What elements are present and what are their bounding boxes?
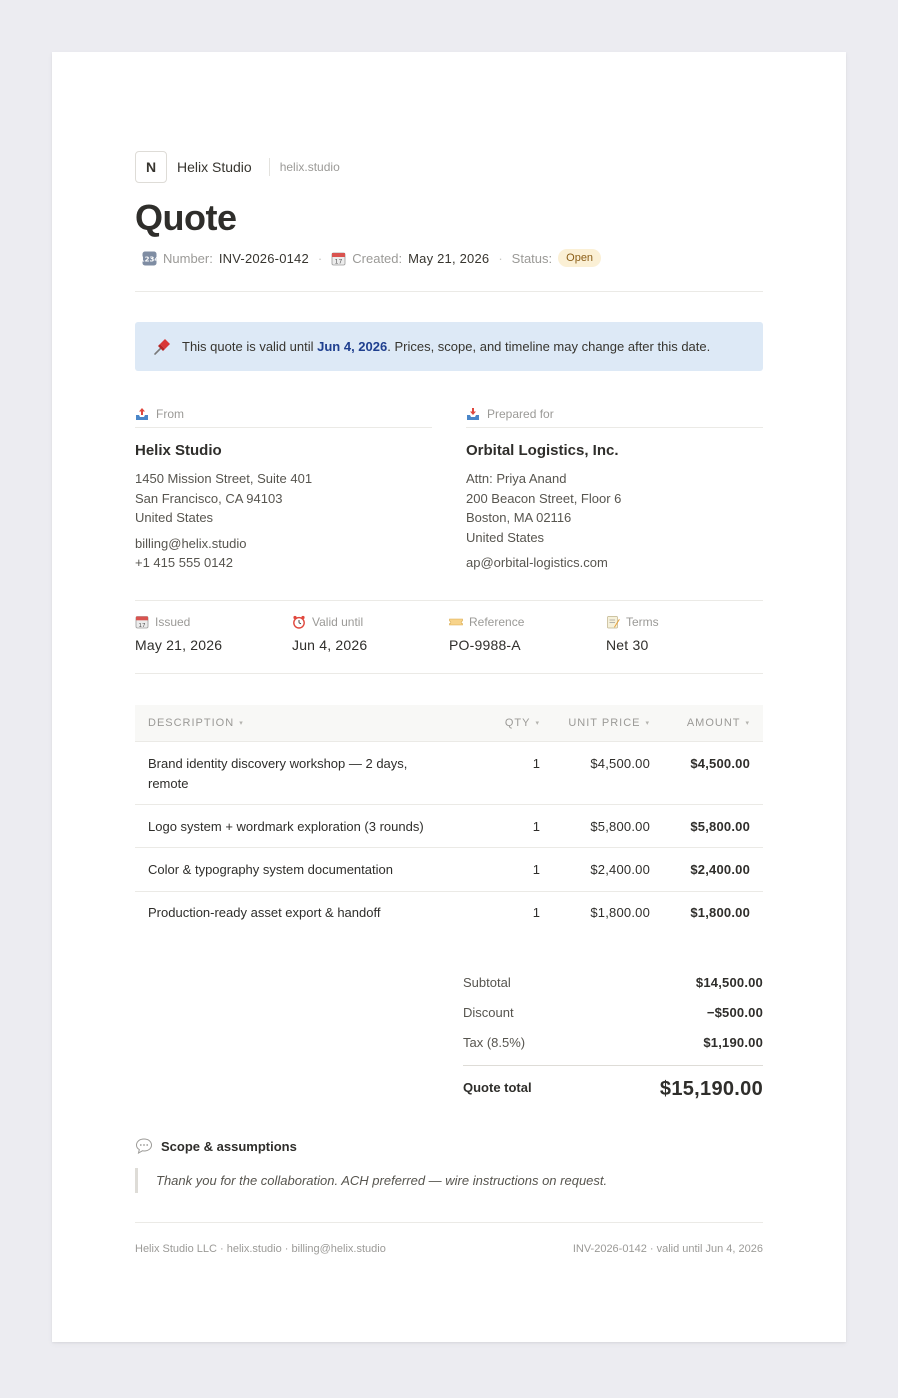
inbox-tray-icon <box>466 407 480 421</box>
fact-valid-until <box>292 613 449 653</box>
sort-caret-icon: ▾ <box>239 720 244 727</box>
brand-divider <box>269 158 270 176</box>
meta-separator: · <box>317 250 323 266</box>
from-section <box>135 406 432 573</box>
row-description: Color & typography system documentation <box>148 862 393 877</box>
from-address-line: San Francisco, CA 94103 <box>135 490 283 506</box>
row-unit-price: $1,800.00 <box>590 905 650 920</box>
brand-name: Helix Studio <box>177 159 252 175</box>
notes-heading-text: Scope & assumptions <box>161 1138 297 1154</box>
sort-caret-icon: ▾ <box>535 720 540 727</box>
from-name: Helix Studio <box>135 442 222 459</box>
tax-value: $1,190.00 <box>703 1034 763 1050</box>
tax-label: Tax (8.5%) <box>463 1034 526 1050</box>
grand-total-label: Quote total <box>463 1080 532 1095</box>
notes-quote: Thank you for the collaboration. ACH preferred — wire instructions on request. <box>135 1168 607 1193</box>
number-label: Number: <box>163 250 213 266</box>
callout-date: Jun 4, 2026 <box>317 339 388 354</box>
callout-text-before: This quote is valid until <box>182 339 318 354</box>
grand-total-value: $15,190.00 <box>659 1078 763 1100</box>
prepared-for-header <box>466 406 763 428</box>
line-items-table <box>135 705 763 936</box>
from-phone[interactable]: +1 415 555 0142 <box>135 555 233 570</box>
svg-text:17: 17 <box>138 622 146 629</box>
from-contact <box>135 534 432 573</box>
validity-callout <box>135 322 763 371</box>
page-footer <box>135 1222 763 1255</box>
callout-text <box>182 339 710 354</box>
status-label: Status: <box>511 250 553 266</box>
from-label: From <box>156 406 184 421</box>
table-row <box>135 892 763 936</box>
fact-valid-until-header <box>292 613 449 631</box>
prepared-for-address-line: United States <box>466 529 545 545</box>
created-date: May 21, 2026 <box>408 250 490 266</box>
fact-label: Valid until <box>312 615 364 629</box>
page-title: Quote <box>135 197 237 238</box>
brand-header <box>135 151 340 183</box>
prepared-for-address-line: Boston, MA 02116 <box>466 510 572 525</box>
fact-value: PO-9988-A <box>449 637 521 653</box>
fact-reference-header <box>449 613 606 631</box>
row-unit-price: $2,400.00 <box>590 862 650 877</box>
discount-row <box>463 997 763 1027</box>
outbox-tray-icon <box>135 407 149 421</box>
table-row <box>135 742 763 805</box>
column-header-unit-price[interactable] <box>540 717 650 729</box>
row-unit-price: $4,500.00 <box>590 756 650 771</box>
calendar-icon <box>135 615 149 629</box>
facts-bottom-divider <box>135 673 763 674</box>
quote-facts <box>135 613 763 653</box>
fact-terms <box>606 613 763 653</box>
quote-number: INV-2026-0142 <box>218 250 309 266</box>
row-description: Production-ready asset export & handoff <box>148 905 381 920</box>
tax-row <box>463 1027 763 1057</box>
from-address-line: United States <box>135 510 214 525</box>
prepared-for-address <box>466 469 763 547</box>
column-header-description[interactable] <box>135 717 480 729</box>
fact-reference <box>449 613 606 653</box>
fact-label: Terms <box>626 615 659 629</box>
quote-meta <box>139 248 601 268</box>
fact-value: Jun 4, 2026 <box>292 637 368 653</box>
footer-right: INV-2026-0142 · valid until Jun 4, 2026 <box>572 1243 763 1255</box>
fact-issued <box>135 613 292 653</box>
table-header <box>135 705 763 742</box>
subtotal-value: $14,500.00 <box>695 974 763 990</box>
prepared-for-contact <box>466 553 763 573</box>
prepared-for-address-line: 200 Beacon Street, Floor 6 <box>466 490 622 506</box>
row-qty: 1 <box>532 905 540 920</box>
status-badge[interactable]: Open <box>558 249 601 267</box>
alarm-clock-icon <box>292 615 306 629</box>
svg-text:17: 17 <box>334 258 343 265</box>
notes-heading <box>135 1137 297 1155</box>
speech-bubble-icon <box>135 1137 153 1155</box>
header-divider <box>135 291 763 292</box>
pushpin-icon <box>152 337 172 357</box>
row-amount: $5,800.00 <box>690 819 750 834</box>
footer-left: Helix Studio LLC · helix.studio · billing@helix.studio <box>135 1243 386 1255</box>
prepared-for-label: Prepared for <box>487 406 554 421</box>
column-header-qty[interactable] <box>480 717 540 729</box>
column-header-label: QTY <box>504 717 531 729</box>
quote-page <box>52 52 846 1342</box>
fact-value: Net 30 <box>606 637 649 653</box>
row-amount: $2,400.00 <box>690 862 750 877</box>
prepared-for-email[interactable]: ap@orbital-logistics.com <box>466 555 608 570</box>
row-description: Logo system + wordmark exploration (3 rounds) <box>148 819 424 834</box>
numbers-icon <box>139 251 160 266</box>
meta-separator: · <box>498 250 503 266</box>
sort-caret-icon: ▾ <box>645 720 650 727</box>
row-amount: $4,500.00 <box>690 756 750 771</box>
row-qty: 1 <box>532 756 540 771</box>
from-email[interactable]: billing@helix.studio <box>135 535 247 551</box>
from-header <box>135 406 432 428</box>
row-qty: 1 <box>532 819 540 834</box>
subtotal-row <box>463 967 763 997</box>
brand-logo: N <box>135 151 167 183</box>
prepared-for-name: Orbital Logistics, Inc. <box>466 442 619 459</box>
table-row <box>135 805 763 848</box>
sort-caret-icon: ▾ <box>745 720 750 727</box>
created-label: Created: <box>352 250 403 266</box>
subtotal-label: Subtotal <box>463 974 511 990</box>
prepared-for-address-line: Attn: Priya Anand <box>466 471 567 486</box>
column-header-amount[interactable] <box>650 717 763 729</box>
discount-value: −$500.00 <box>706 1004 763 1020</box>
column-header-label: DESCRIPTION <box>148 717 235 729</box>
grand-total-row <box>463 1078 763 1101</box>
totals-summary <box>463 967 763 1101</box>
fact-label: Issued <box>155 615 191 629</box>
fact-issued-header <box>135 613 292 631</box>
memo-icon <box>606 615 620 629</box>
row-description: Brand identity discovery workshop — 2 days, remote <box>148 756 408 791</box>
column-header-label: AMOUNT <box>686 717 741 729</box>
facts-top-divider <box>135 600 763 601</box>
prepared-for-section <box>466 406 763 573</box>
callout-text-after: . Prices, scope, and timeline may change after this date. <box>387 339 711 354</box>
totals-divider <box>463 1065 763 1066</box>
ticket-icon <box>449 615 463 629</box>
from-address-line: 1450 Mission Street, Suite 401 <box>135 471 313 486</box>
row-qty: 1 <box>532 862 540 877</box>
fact-value: May 21, 2026 <box>135 637 223 653</box>
fact-terms-header <box>606 613 763 631</box>
from-address <box>135 469 432 528</box>
row-unit-price: $5,800.00 <box>590 819 650 834</box>
calendar-icon <box>331 251 346 266</box>
brand-url-link[interactable]: helix.studio <box>279 160 340 174</box>
column-header-label: UNIT PRICE <box>568 717 641 729</box>
svg-text:1234: 1234 <box>139 255 160 263</box>
table-row <box>135 848 763 892</box>
row-amount: $1,800.00 <box>690 905 750 920</box>
discount-label: Discount <box>463 1004 514 1020</box>
fact-label: Reference <box>469 615 525 629</box>
